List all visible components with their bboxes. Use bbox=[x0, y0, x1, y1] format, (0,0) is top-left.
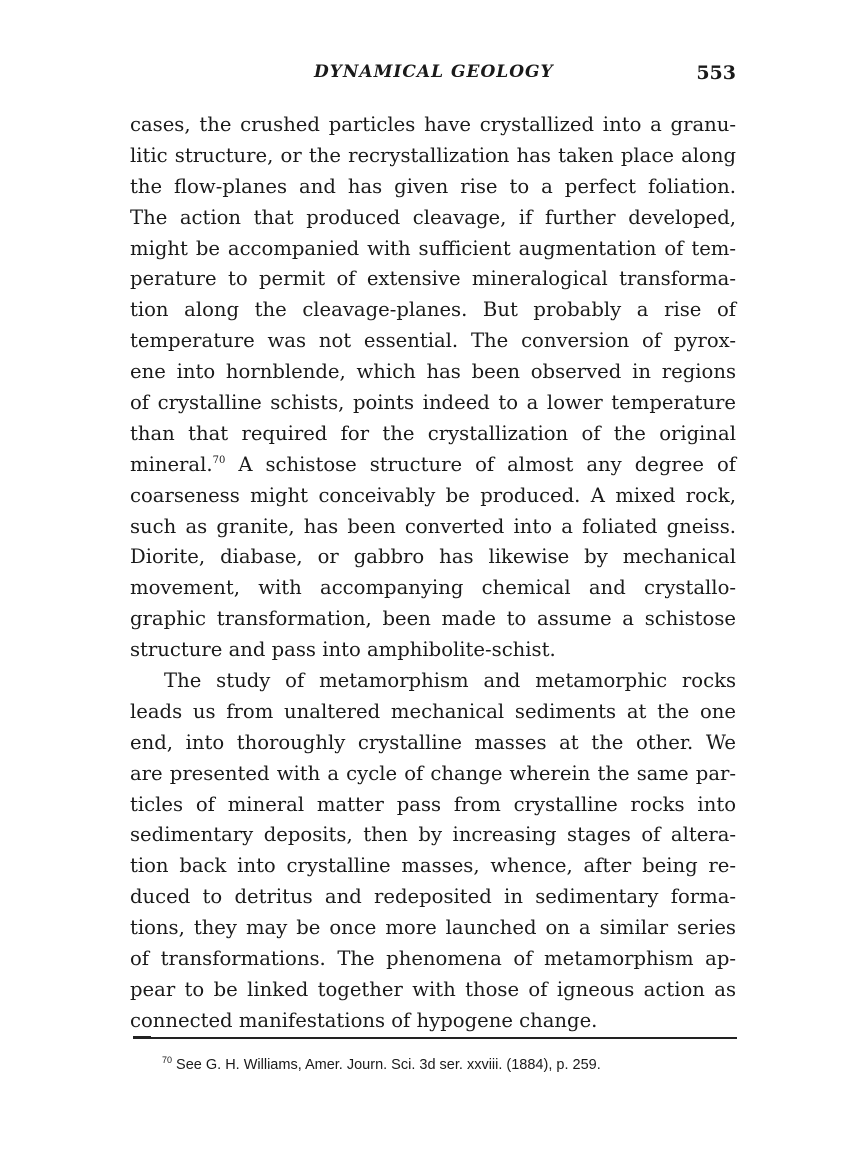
footnote-marker: 70 bbox=[162, 1055, 173, 1065]
text-line: are presented with a cycle of change wherein the same par- bbox=[130, 761, 736, 785]
footnote-rule bbox=[133, 1037, 737, 1039]
page-number: 553 bbox=[696, 62, 736, 84]
text-line: such as granite, has been converted into a foliated gneiss. bbox=[130, 514, 736, 538]
text-line: coarseness might conceivably be produced. A mixed rock, bbox=[130, 483, 736, 507]
text-line: temperature was not essential. The conversion of pyrox- bbox=[130, 329, 736, 353]
text-line: duced to detritus and redeposited in sedimentary forma- bbox=[130, 885, 736, 909]
running-head: DYNAMICAL GEOLOGY bbox=[314, 62, 554, 82]
text-line-with-footnote-ref bbox=[130, 450, 736, 481]
text-line: connected manifestations of hypogene change. bbox=[130, 1008, 598, 1032]
footnote-text: See G. H. Williams, Amer. Journ. Sci. 3d ser. xxviii. (1884), p. 259. bbox=[172, 1057, 601, 1073]
footnote-reference[interactable]: 70 bbox=[212, 454, 226, 466]
footnote bbox=[162, 1057, 601, 1073]
page-header bbox=[130, 62, 736, 92]
text-line: litic structure, or the recrystallization has taken place along bbox=[130, 143, 736, 167]
text-line: of crystalline schists, points indeed to a lower temperature bbox=[130, 391, 736, 415]
text-line: sedimentary deposits, then by increasing stages of altera- bbox=[130, 823, 736, 847]
text-line: pear to be linked together with those of igneous action as bbox=[130, 977, 736, 1001]
text-line: tion along the cleavage-planes. But probably a rise of bbox=[130, 298, 736, 322]
text-line: than that required for the crystallization of the original bbox=[130, 421, 736, 445]
text-line: The study of metamorphism and metamorphic rocks bbox=[164, 669, 736, 693]
paragraph-1 bbox=[130, 110, 736, 666]
text-fragment: A schistose structure of almost any degree of bbox=[225, 452, 736, 476]
text-line: ticles of mineral matter pass from crystalline rocks into bbox=[130, 792, 736, 816]
text-fragment: mineral. bbox=[130, 452, 213, 476]
body-text bbox=[130, 110, 736, 1037]
text-line: cases, the crushed particles have crystallized into a granu- bbox=[130, 113, 736, 136]
text-line: movement, with accompanying chemical and crystallo- bbox=[130, 576, 736, 600]
text-line: Diorite, diabase, or gabbro has likewise by mechanical bbox=[130, 545, 736, 569]
text-line: end, into thoroughly crystalline masses at the other. We bbox=[130, 730, 736, 754]
text-line: leads us from unaltered mechanical sediments at the one bbox=[130, 699, 736, 723]
text-line: the flow-planes and has given rise to a perfect foliation. bbox=[130, 174, 736, 198]
text-line: structure and pass into amphibolite-schist. bbox=[130, 638, 556, 662]
text-line: of transformations. The phenomena of metamorphism ap- bbox=[130, 947, 736, 971]
text-line: The action that produced cleavage, if further developed, bbox=[130, 205, 736, 229]
text-line: perature to permit of extensive mineralogical transforma- bbox=[130, 267, 736, 291]
paragraph-2 bbox=[130, 666, 736, 1037]
text-line: might be accompanied with sufficient augmentation of tem- bbox=[130, 236, 736, 260]
text-line: graphic transformation, been made to assume a schistose bbox=[130, 607, 736, 631]
text-line: ene into hornblende, which has been observed in regions bbox=[130, 360, 736, 384]
text-line: tions, they may be once more launched on a similar series bbox=[130, 916, 736, 940]
text-line: tion back into crystalline masses, whence, after being re- bbox=[130, 854, 736, 878]
